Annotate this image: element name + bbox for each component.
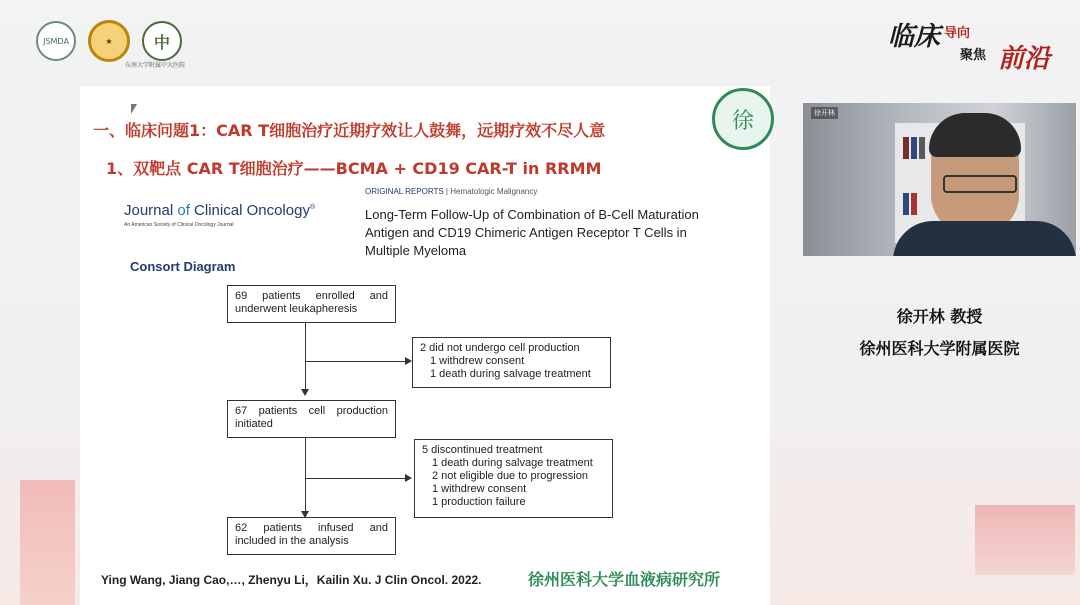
university-seal-icon: ★ xyxy=(88,20,130,62)
journal-subtitle: An American Society of Clinical Oncology Journal xyxy=(124,222,234,228)
event-brand xyxy=(888,12,1058,82)
institute-name: 徐州医科大学血液病研究所 xyxy=(528,570,721,589)
video-name-tag: 徐开林 xyxy=(811,107,838,119)
flow-line xyxy=(305,478,405,479)
brand-part2: 导向 xyxy=(944,26,971,41)
citation: Ying Wang, Jiang Cao,…, Zhenyu Li，Kailin Xu. J Clin Oncol. 2022. xyxy=(101,573,482,587)
slide-subtitle: 1、双靶点 CAR T细胞治疗——BCMA + CD19 CAR-T in RRMM xyxy=(106,159,602,178)
speaker-info xyxy=(803,300,1076,364)
slide-title: 一、临床问题1：CAR T细胞治疗近期疗效让人鼓舞，远期疗效不尽人意 xyxy=(93,121,606,140)
building-decoration-left xyxy=(20,480,75,605)
journal-logo: Journal of Clinical Oncology® xyxy=(124,202,316,219)
paper-title: Long-Term Follow-Up of Combination of B-Cell Maturation Antigen and CD19 Chimeric Antigen Receptor T Cells in Multiple Myeloma xyxy=(365,207,699,258)
arrow-right-icon xyxy=(405,357,412,365)
arrow-down-icon xyxy=(301,389,309,396)
institution-seal-icon xyxy=(712,88,774,150)
seal-text: 徐 xyxy=(731,108,754,134)
speaker-suit xyxy=(893,221,1076,256)
consort-box-production: 67 patients cell production initiated xyxy=(227,400,396,438)
flow-line xyxy=(305,361,405,362)
speaker-organization: 徐州医科大学附属医院 xyxy=(859,339,1020,358)
speaker-glasses xyxy=(943,175,1017,193)
presentation-slide xyxy=(80,86,770,605)
speaker-video-feed[interactable] xyxy=(803,103,1076,256)
consort-box-infused: 62 patients infused and included in the analysis xyxy=(227,517,396,555)
header-logos xyxy=(36,20,182,62)
speaker-name: 徐开林 教授 xyxy=(896,307,983,326)
consort-diagram-label: Consort Diagram xyxy=(130,259,236,274)
hospital-logo-icon: 中 xyxy=(142,21,182,61)
flow-line xyxy=(305,323,306,389)
brand-part3: 聚焦 xyxy=(960,48,987,63)
report-category: ORIGINAL REPORTS | Hematologic Malignancy xyxy=(365,187,538,196)
hospital-logo-caption: 东南大学附属中大医院 xyxy=(125,62,186,69)
brand-part4: 前沿 xyxy=(998,44,1051,74)
consort-box-excluded-1: 2 did not undergo cell production 1 withdrew consent 1 death during salvage treatment xyxy=(412,337,611,388)
consort-box-enrolled: 69 patients enrolled and underwent leukapheresis xyxy=(227,285,396,323)
brand-part1: 临床 xyxy=(888,22,941,52)
consort-box-excluded-2: 5 discontinued treatment 1 death during salvage treatment 2 not eligible due to progression 1 withdrew consent 1 production failure xyxy=(414,439,613,518)
building-decoration-right xyxy=(975,505,1075,575)
mouse-cursor-icon xyxy=(131,104,137,114)
jsmda-logo-icon: JSMDA xyxy=(36,21,76,61)
arrow-right-icon xyxy=(405,474,412,482)
